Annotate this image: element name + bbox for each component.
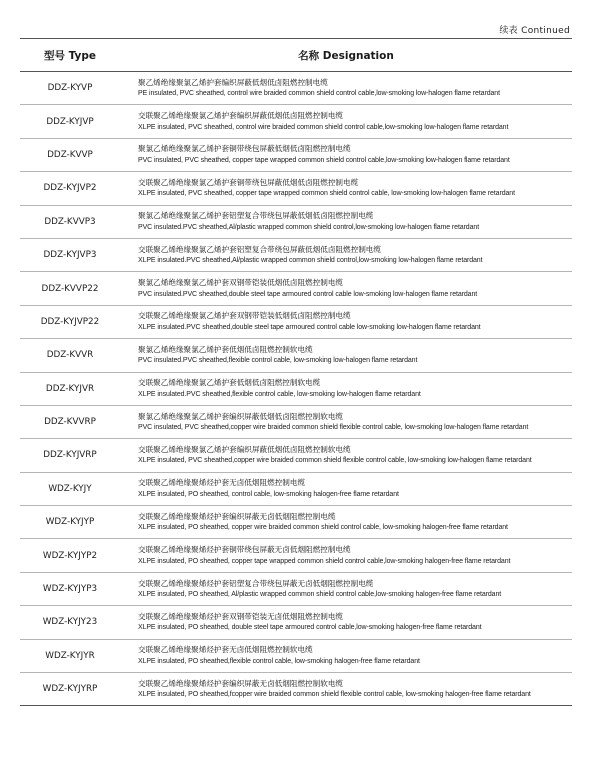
designation-chinese: 交联聚乙烯绝缘聚烯烃护套无卤低烟阻燃控制电缆 (138, 478, 306, 488)
table-row (20, 473, 572, 506)
designation-cell (120, 344, 572, 367)
designation-english: XLPE insulated.PVC sheathed,flexible control cable, low-smoking low-halogen flame retardant (138, 390, 421, 398)
designation-chinese: 交联聚乙烯绝缘聚氯乙烯护套低烟低卤阻燃控制软电缆 (138, 378, 321, 388)
type-cell: WDZ-KYJYP3 (42, 584, 98, 595)
designation-english: XLPE insulated, PO sheathed, copper wire braided common shield control cable, low-smoking halogen-free flame retardant (138, 524, 508, 532)
designation-cell (120, 611, 572, 634)
designation-cell (120, 277, 572, 300)
type-cell: DDZ-KYJVP3 (43, 250, 97, 261)
designation-chinese: 聚氯乙烯绝缘聚氯乙烯护套双钢带铠装低烟低卤阻燃控制电缆 (138, 278, 344, 288)
designation-english: PE insulated, PVC sheathed, control wire braided common shield control cable,low-smoking low-halogen flame retardant (138, 90, 500, 98)
designation-chinese: 交联聚乙烯绝缘聚氯乙烯护套双钢带铠装低烟低卤阻燃控制电缆 (138, 311, 351, 321)
designation-english: PVC insulated, PVC sheathed,copper wire braided common shield flexible control cable, low-smoking low-halogen flame retardant (138, 424, 529, 432)
table-row (20, 640, 572, 673)
designation-english: PVC insulated, PVC sheathed, copper tape wrapped common shield control cable,low-smoking low-halogen flame retardant (138, 156, 510, 164)
type-cell: WDZ-KYJY (48, 483, 92, 494)
table-row (20, 539, 572, 572)
designation-cell (120, 177, 572, 200)
designation-english: XLPE insulated, PO sheathed, control cable, low-smoking halogen-free flame retardant (138, 490, 399, 498)
designation-cell (120, 143, 572, 166)
designation-english: PVC insulated.PVC sheathed,double steel tape armoured control cable low-smoking low-halogen flame retardant (138, 290, 478, 298)
table-row (20, 139, 572, 172)
table-row (20, 272, 572, 305)
type-cell: DDZ-KYJVRP (43, 450, 97, 461)
type-cell: WDZ-KYJY23 (42, 617, 98, 628)
table-row (20, 373, 572, 406)
designation-cell (120, 244, 572, 267)
column-header-designation: 名称 Designation (298, 49, 394, 62)
designation-cell (120, 477, 572, 500)
type-cell: WDZ-KYJYR (45, 650, 95, 661)
designation-english: PVC insulated.PVC sheathed,Al/plastic wrapped common shield control,low-smoking low-halogen flame retardant (138, 223, 480, 231)
designation-english: XLPE insulated.PVC sheathed,double steel tape armoured control cable low-smoking low-halogen flame retardant (138, 323, 481, 331)
type-cell: DDZ-KYJVP (46, 116, 94, 127)
designation-chinese: 交联聚乙烯绝缘聚烯烃护套铜带绕包屏蔽无卤低烟阻燃控制电缆 (138, 545, 351, 555)
designation-cell (120, 210, 572, 233)
designation-cell (120, 444, 572, 467)
table-row (20, 172, 572, 205)
designation-chinese: 交联聚乙烯绝缘聚烯烃护套编织屏蔽无卤低烟阻燃控制软电缆 (138, 678, 344, 688)
designation-english: XLPE insulated, PO sheathed,fcopper wire braided common shield flexible control cable, low-smoking halogen-free flame retardant (138, 691, 531, 699)
designation-chinese: 交联聚乙烯绝缘聚氯乙烯护套铝塑复合带绕包屏蔽低烟低卤阻燃控制电缆 (138, 244, 381, 254)
designation-chinese: 交联聚乙烯绝缘聚氯乙烯护套编织屏蔽低烟低卤阻燃控制电缆 (138, 111, 344, 121)
table-row (20, 239, 572, 272)
continued-label: 续表 Continued (499, 26, 570, 36)
designation-chinese: 聚氯乙烯绝缘聚氯乙烯护套编织屏蔽低烟低卤阻燃控制软电缆 (138, 411, 344, 421)
designation-chinese: 交联聚乙烯绝缘聚氯乙烯护套铜带绕包屏蔽低烟低卤阻燃控制电缆 (138, 177, 359, 187)
column-header-type: 型号 Type (43, 49, 97, 62)
designation-cell (120, 411, 572, 434)
designation-cell (120, 110, 572, 133)
type-cell: WDZ-KYJYP2 (42, 550, 98, 561)
table-row (20, 673, 572, 706)
designation-cell (120, 644, 572, 667)
table-row (20, 72, 572, 105)
type-cell: DDZ-KYVP (47, 83, 93, 94)
type-cell: DDZ-KVVP3 (44, 216, 96, 227)
table-header (20, 39, 572, 72)
designation-english: XLPE insulated, PO sheathed, double steel tape armoured control cable,low-smoking halogen-free flame retardant (138, 624, 482, 632)
table-row (20, 606, 572, 639)
type-cell: DDZ-KVVR (46, 350, 94, 361)
designation-chinese: 交联聚乙烯绝缘聚烯烃护套无卤低烟阻燃控制软电缆 (138, 645, 313, 655)
type-cell: DDZ-KVVP (47, 149, 93, 160)
designation-english: XLPE insulated, PVC sheathed,copper wire braided common shield flexible control cable, low-smoking low-halogen flame retardant (138, 457, 532, 465)
designation-english: XLPE insulated.PVC sheathed,Al/plastic wrapped common shield control,low-smoking low-halogen flame retardant (138, 257, 483, 265)
cable-table (20, 38, 572, 706)
designation-cell (120, 544, 572, 567)
table-row (20, 573, 572, 606)
table-row (20, 339, 572, 372)
designation-cell (120, 310, 572, 333)
designation-cell (120, 511, 572, 534)
type-cell: WDZ-KYJYRP (42, 684, 98, 695)
designation-chinese: 交联聚乙烯绝缘聚烯烃护套双钢带铠装无卤低烟阻燃控制电缆 (138, 611, 344, 621)
designation-english: XLPE insulated, PO sheathed, Al/plastic wrapped common shield control cable,low-smoking halogen-free flame retardant (138, 591, 502, 599)
designation-chinese: 交联聚乙烯绝缘聚氯乙烯护套编织屏蔽低烟低卤阻燃控制软电缆 (138, 444, 351, 454)
table-row (20, 506, 572, 539)
table-row (20, 406, 572, 439)
designation-cell (120, 77, 572, 100)
type-cell: DDZ-KVVRP (44, 417, 96, 428)
type-cell: DDZ-KYJVP22 (40, 316, 100, 327)
type-cell: WDZ-KYJYP (45, 517, 95, 528)
designation-chinese: 聚氯乙烯绝缘聚氯乙烯护套铜带绕包屏蔽低烟低卤阻燃控制电缆 (138, 144, 351, 154)
designation-english: XLPE insulated, PO sheathed, copper tape wrapped common shield control cable,low-smoking halogen-free flame retardant (138, 557, 511, 565)
designation-cell (120, 678, 572, 701)
table-row (20, 206, 572, 239)
designation-chinese: 交联聚乙烯绝缘聚烯烃护套编织屏蔽无卤低烟阻燃控制电缆 (138, 511, 336, 521)
table-row (20, 306, 572, 339)
table-body (20, 72, 572, 706)
table-row (20, 439, 572, 472)
designation-cell (120, 578, 572, 601)
designation-chinese: 聚氯乙烯绝缘聚氯乙烯护套铝塑复合带绕包屏蔽低烟低卤阻燃控制电缆 (138, 211, 374, 221)
type-cell: DDZ-KYJVP2 (43, 183, 97, 194)
designation-english: XLPE insulated, PVC sheathed, control wire braided common shield control cable,low-smoking low-halogen flame retardant (138, 123, 509, 131)
type-cell: DDZ-KVVP22 (41, 283, 99, 294)
designation-english: XLPE insulated, PO sheathed,flexible control cable, low-smoking halogen-free flame retardant (138, 657, 420, 665)
designation-english: PVC insulated.PVC sheathed,flexible control cable, low-smoking low-halogen flame retardant (138, 357, 418, 365)
type-cell: DDZ-KYJVR (45, 383, 95, 394)
designation-chinese: 聚乙烯绝缘聚氯乙烯护套编织屏蔽低烟低卤阻燃控制电缆 (138, 77, 328, 87)
designation-chinese: 聚氯乙烯绝缘聚氯乙烯护套低烟低卤阻燃控制软电缆 (138, 344, 313, 354)
designation-chinese: 交联聚乙烯绝缘聚烯烃护套铝塑复合带绕包屏蔽无卤低烟阻燃控制电缆 (138, 578, 374, 588)
designation-english: XLPE insulated, PVC sheathed, copper tape wrapped common shield control cable, low-smoking low-halogen flame retardant (138, 190, 515, 198)
designation-cell (120, 377, 572, 400)
table-row (20, 105, 572, 138)
